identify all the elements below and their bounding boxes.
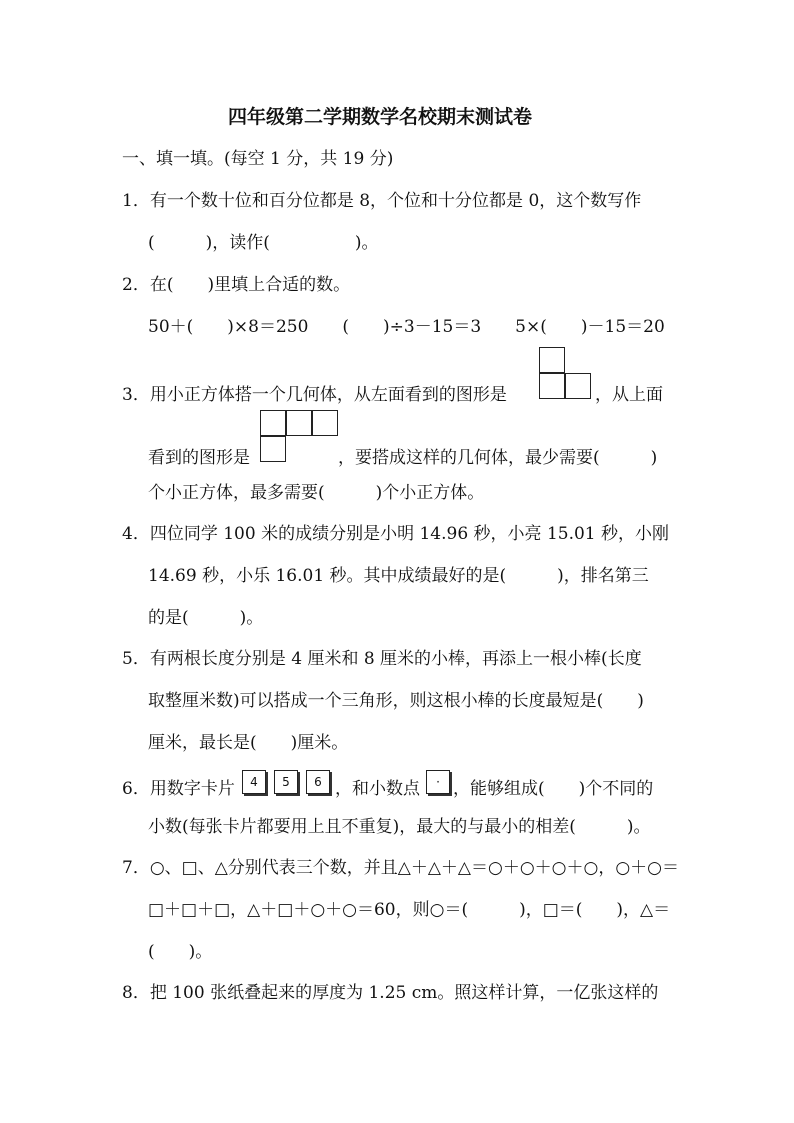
- top-view-cell: [286, 410, 312, 436]
- q7-line-3: ( )。: [148, 942, 213, 962]
- top-view-cell: [312, 410, 338, 436]
- top-view-cell: [260, 436, 286, 462]
- q3-line-1-left: 3．用小正方体搭一个几何体，从左面看到的图形是: [122, 385, 507, 405]
- q6-line-2: 小数(每张卡片都要用上且不重复)，最大的与最小的相差( )。: [148, 817, 651, 837]
- left-view-cell: [539, 373, 565, 399]
- q4-line-3: 的是( )。: [148, 608, 264, 628]
- q6-line-1-mid: ，和小数点: [335, 779, 420, 799]
- left-view-cell: [565, 373, 591, 399]
- q3-line-3: 个小正方体，最多需要( )个小正方体。: [148, 483, 485, 503]
- q2-line-1: 2．在( )里填上合适的数。: [122, 275, 351, 295]
- q6-line-1-right: ，能够组成( )个不同的: [453, 779, 654, 799]
- q4-line-2: 14.69 秒，小乐 16.01 秒。其中成绩最好的是( )，排名第三: [148, 566, 649, 586]
- q8-line-1: 8．把 100 张纸叠起来的厚度为 1.25 cm。照这样计算，一亿张这样的: [122, 983, 659, 1003]
- q2-line-2: 50＋( )×8＝250 ( )÷3－15＝3 5×( )－15＝20: [148, 317, 665, 337]
- digit-card-4: 4: [242, 770, 266, 794]
- q5-line-2: 取整厘米数)可以搭成一个三角形，则这根小棒的长度最短是( ): [148, 691, 644, 711]
- q7-line-1: 7．○、□、△分别代表三个数，并且△＋△＋△＝○＋○＋○＋○，○＋○＝: [122, 858, 680, 878]
- q7-line-2: □＋□＋□，△＋□＋○＋○＝60，则○＝( )，□＝( )，△＝: [148, 900, 671, 920]
- q3-line-2-right: ，要搭成这样的几何体，最少需要( ): [338, 448, 658, 468]
- left-view-cell: [539, 347, 565, 373]
- top-view-cell: [260, 410, 286, 436]
- decimal-point-card: ·: [426, 770, 450, 794]
- q5-line-1: 5．有两根长度分别是 4 厘米和 8 厘米的小棒，再添上一根小棒(长度: [122, 649, 642, 669]
- top-view-figure: [260, 410, 340, 464]
- q1-line-1: 1．有一个数十位和百分位都是 8，个位和十分位都是 0，这个数写作: [122, 191, 642, 211]
- q4-line-1: 4．四位同学 100 米的成绩分别是小明 14.96 秒，小亮 15.01 秒，小刚: [122, 524, 670, 544]
- q6-line-1-left: 6．用数字卡片: [122, 779, 235, 799]
- digit-card-5: 5: [274, 770, 298, 794]
- page-title: 四年级第二学期数学名校期末测试卷: [228, 106, 533, 128]
- q1-line-2: ( )，读作( )。: [148, 233, 379, 253]
- q5-line-3: 厘米，最长是( )厘米。: [148, 733, 349, 753]
- section-heading: 一、填一填。(每空 1 分，共 19 分): [122, 149, 394, 169]
- left-view-figure: [539, 347, 593, 401]
- q3-line-2-left: 看到的图形是: [148, 448, 250, 468]
- digit-card-6: 6: [306, 770, 330, 794]
- q3-line-1-right: ，从上面: [595, 385, 663, 405]
